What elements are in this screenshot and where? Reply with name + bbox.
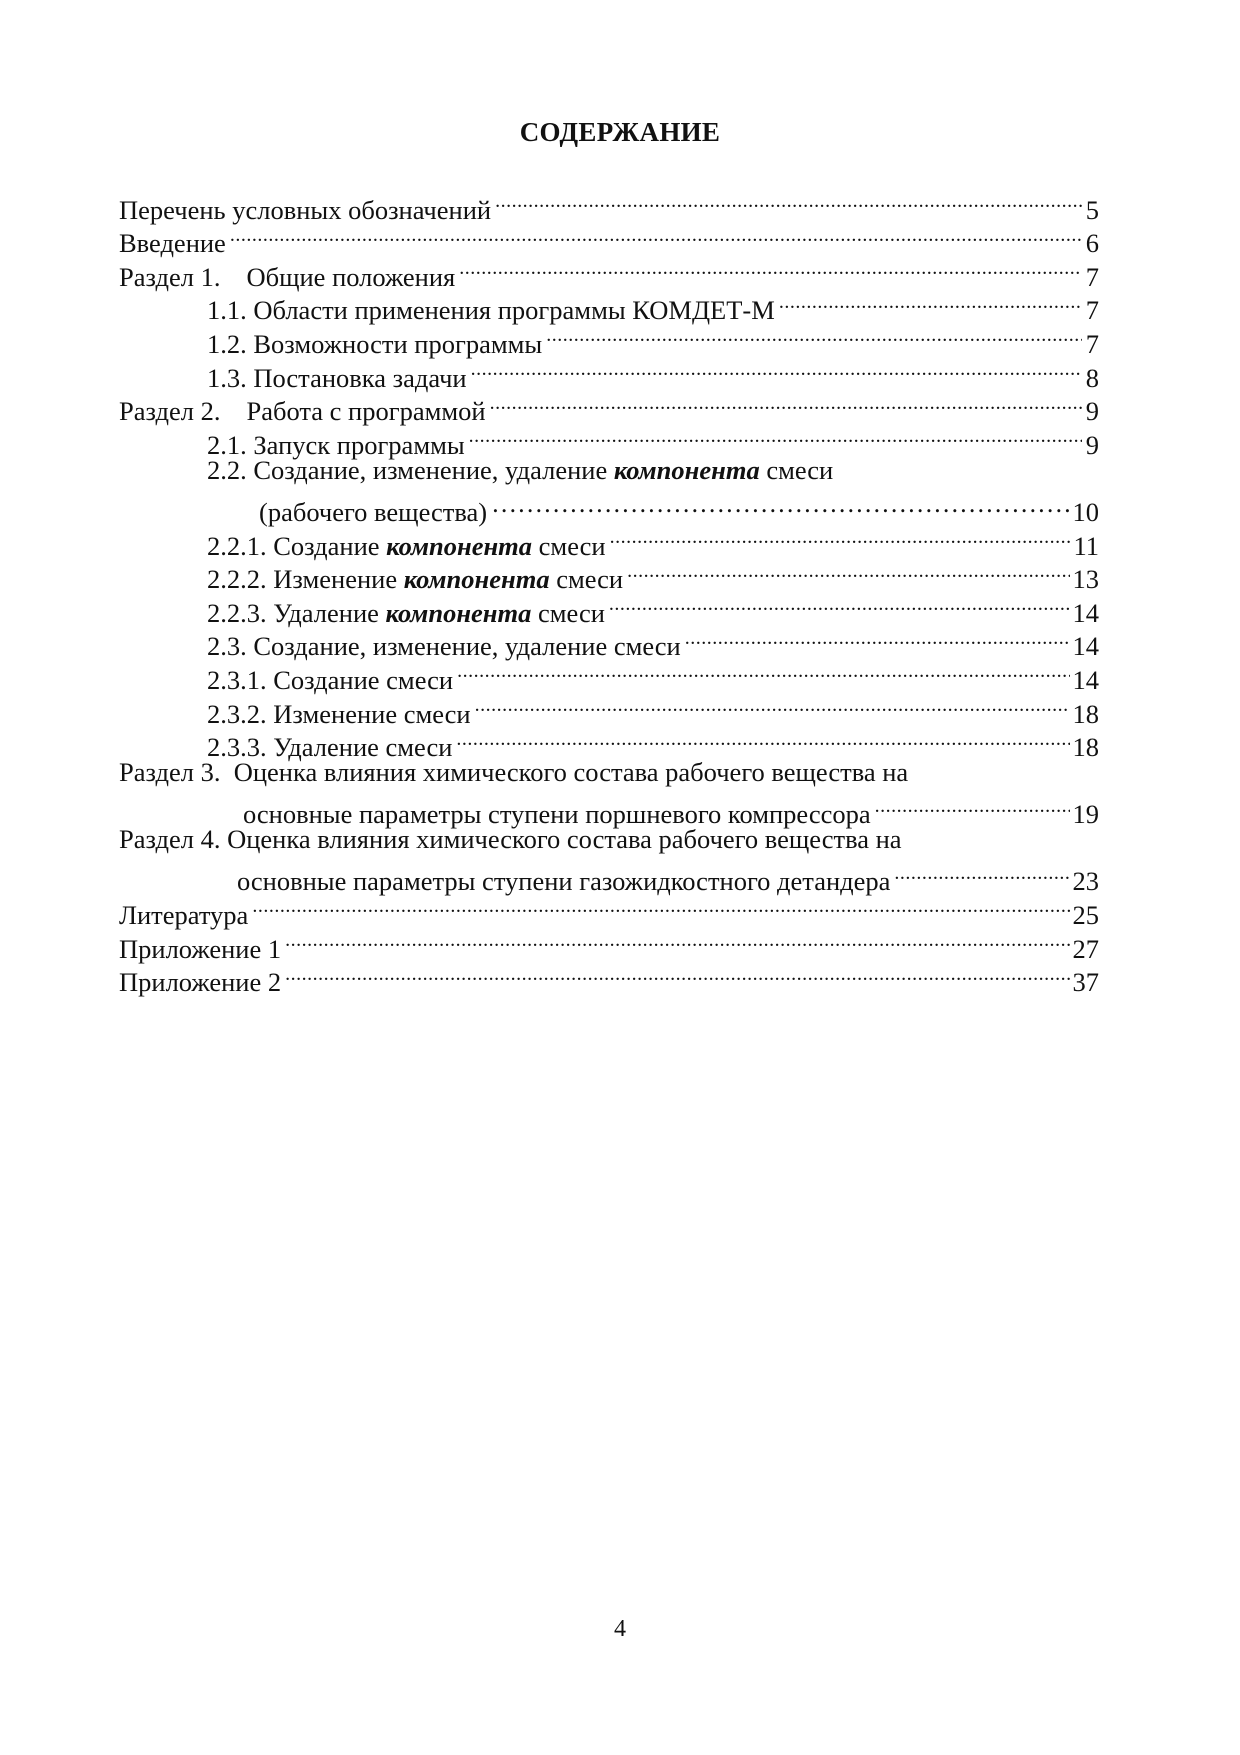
toc-entry[interactable] xyxy=(119,454,1099,488)
toc-entry-label: основные параметры ступени газожидкостного детандера xyxy=(237,866,891,897)
toc-entry-page: 5 xyxy=(1085,194,1099,225)
toc-entry-label xyxy=(207,454,833,488)
dot-leader xyxy=(252,890,1069,924)
dot-leader xyxy=(491,487,1069,521)
toc-entry[interactable] xyxy=(119,756,1099,790)
dot-leader xyxy=(894,857,1069,891)
toc-entry-label: Литература xyxy=(119,900,249,931)
toc-entry-label: Раздел 4. Оценка влияния химического состава рабочего вещества на xyxy=(119,824,902,855)
section-prefix: Раздел 2. xyxy=(119,396,221,427)
toc-entry-page: 7 xyxy=(1085,261,1099,292)
toc-entry[interactable] xyxy=(119,185,1099,225)
toc-entry-label: 2.3.3. Удаление смеси xyxy=(207,732,453,763)
label-text: 2.2.2. Изменение xyxy=(207,564,404,595)
toc-entry[interactable] xyxy=(119,689,1099,729)
toc-entry-page: 37 xyxy=(1072,967,1099,998)
label-text: смеси xyxy=(531,597,605,628)
toc-entry[interactable] xyxy=(119,924,1099,964)
page-title: СОДЕРЖАНИЕ xyxy=(519,117,721,147)
dot-leader xyxy=(627,555,1069,589)
toc-entry-label: основные параметры ступени поршневого компрессора xyxy=(243,799,871,830)
toc-entry-page: 18 xyxy=(1072,732,1099,763)
label-text: смеси xyxy=(759,454,834,485)
toc-entry[interactable] xyxy=(119,958,1099,998)
toc-entry-label: (рабочего вещества) xyxy=(259,496,488,527)
table-of-contents xyxy=(119,185,1099,998)
page-number: 4 xyxy=(614,1616,626,1642)
toc-entry-page: 9 xyxy=(1085,396,1099,427)
toc-entry-page: 9 xyxy=(1085,429,1099,460)
toc-entry[interactable] xyxy=(119,420,1099,460)
toc-entry-label: 2.3. Создание, изменение, удаление смеси xyxy=(207,631,681,662)
toc-entry-page: 27 xyxy=(1072,933,1099,964)
toc-entry-label: Приложение 2 xyxy=(119,967,282,998)
label-emphasis: компонента xyxy=(613,454,760,485)
toc-entry[interactable] xyxy=(119,555,1099,595)
toc-entry-continuation[interactable] xyxy=(119,790,1099,830)
toc-entry-page: 14 xyxy=(1072,664,1099,695)
toc-entry[interactable] xyxy=(119,588,1099,628)
toc-entry[interactable] xyxy=(119,353,1099,393)
toc-entry-page: 23 xyxy=(1072,866,1099,897)
toc-entry-page: 8 xyxy=(1085,362,1099,393)
toc-entry-continuation[interactable] xyxy=(119,857,1099,897)
toc-entry[interactable] xyxy=(119,723,1099,763)
label-text: смеси xyxy=(549,564,624,595)
dot-leader xyxy=(685,622,1070,656)
toc-entry[interactable] xyxy=(119,286,1099,326)
dot-leader xyxy=(469,420,1082,454)
label-text: 2.2.3. Удаление xyxy=(207,597,386,628)
label-emphasis: компонента xyxy=(403,564,550,595)
toc-entry-label: 1.3. Постановка задачи xyxy=(207,362,467,393)
dot-leader xyxy=(459,252,1082,286)
dot-leader xyxy=(609,588,1070,622)
dot-leader xyxy=(495,185,1082,219)
toc-entry[interactable] xyxy=(119,219,1099,259)
dot-leader xyxy=(457,655,1069,689)
toc-entry[interactable] xyxy=(119,521,1099,561)
toc-entry[interactable] xyxy=(119,387,1099,427)
dot-leader xyxy=(471,353,1082,387)
dot-leader xyxy=(475,689,1070,723)
toc-entry-page: 14 xyxy=(1072,631,1099,662)
toc-entry-page: 10 xyxy=(1072,496,1099,527)
toc-entry-label: Введение xyxy=(119,228,226,259)
toc-entry[interactable] xyxy=(119,823,1099,857)
dot-leader xyxy=(490,387,1082,421)
toc-entry-page: 13 xyxy=(1072,564,1099,595)
toc-entry-page: 7 xyxy=(1085,295,1099,326)
toc-entry[interactable] xyxy=(119,319,1099,359)
label-text: смеси xyxy=(532,530,606,561)
toc-entry-label: Приложение 1 xyxy=(119,933,282,964)
toc-entry[interactable] xyxy=(119,890,1099,931)
toc-entry[interactable] xyxy=(119,622,1099,662)
toc-entry-label: Раздел 3. Оценка влияния химического состава рабочего вещества на xyxy=(119,757,909,788)
dot-leader xyxy=(779,286,1082,320)
toc-entry-continuation[interactable] xyxy=(119,487,1099,527)
toc-entry[interactable] xyxy=(119,655,1099,695)
toc-entry-label: 2.1. Запуск программы xyxy=(207,429,465,460)
label-emphasis: компонента xyxy=(386,530,533,561)
toc-entry-page: 7 xyxy=(1085,328,1099,359)
toc-entry-page: 6 xyxy=(1085,228,1099,259)
toc-entry-page: 18 xyxy=(1072,698,1099,729)
toc-entry-label: Перечень условных обозначений xyxy=(119,194,492,225)
label-text: 2.2.1. Создание xyxy=(207,530,387,561)
label-text: 2.2. Создание, изменение, удаление xyxy=(207,454,614,485)
label-emphasis: компонента xyxy=(385,597,532,628)
dot-leader xyxy=(285,924,1069,958)
toc-entry-page: 19 xyxy=(1072,799,1099,830)
toc-entry-label: 1.1. Области применения программы КОМДЕТ-М xyxy=(207,295,775,326)
toc-entry-page: 11 xyxy=(1073,530,1099,561)
dot-leader xyxy=(875,790,1070,824)
dot-leader xyxy=(456,723,1069,757)
toc-entry-page: 14 xyxy=(1072,597,1099,628)
section-prefix: Раздел 1. xyxy=(119,261,221,292)
dot-leader xyxy=(230,219,1082,253)
toc-entry-page: 25 xyxy=(1072,900,1099,931)
toc-entry-label: 2.3.1. Создание смеси xyxy=(207,664,454,695)
section-title: Общие положения xyxy=(246,261,456,292)
toc-entry[interactable] xyxy=(119,252,1099,292)
dot-leader xyxy=(546,319,1082,353)
toc-entry-label: 2.3.2. Изменение смеси xyxy=(207,698,471,729)
toc-entry-label: 1.2. Возможности программы xyxy=(207,328,543,359)
section-title: Работа с программой xyxy=(246,396,486,427)
dot-leader xyxy=(285,958,1069,992)
dot-leader xyxy=(610,521,1071,555)
